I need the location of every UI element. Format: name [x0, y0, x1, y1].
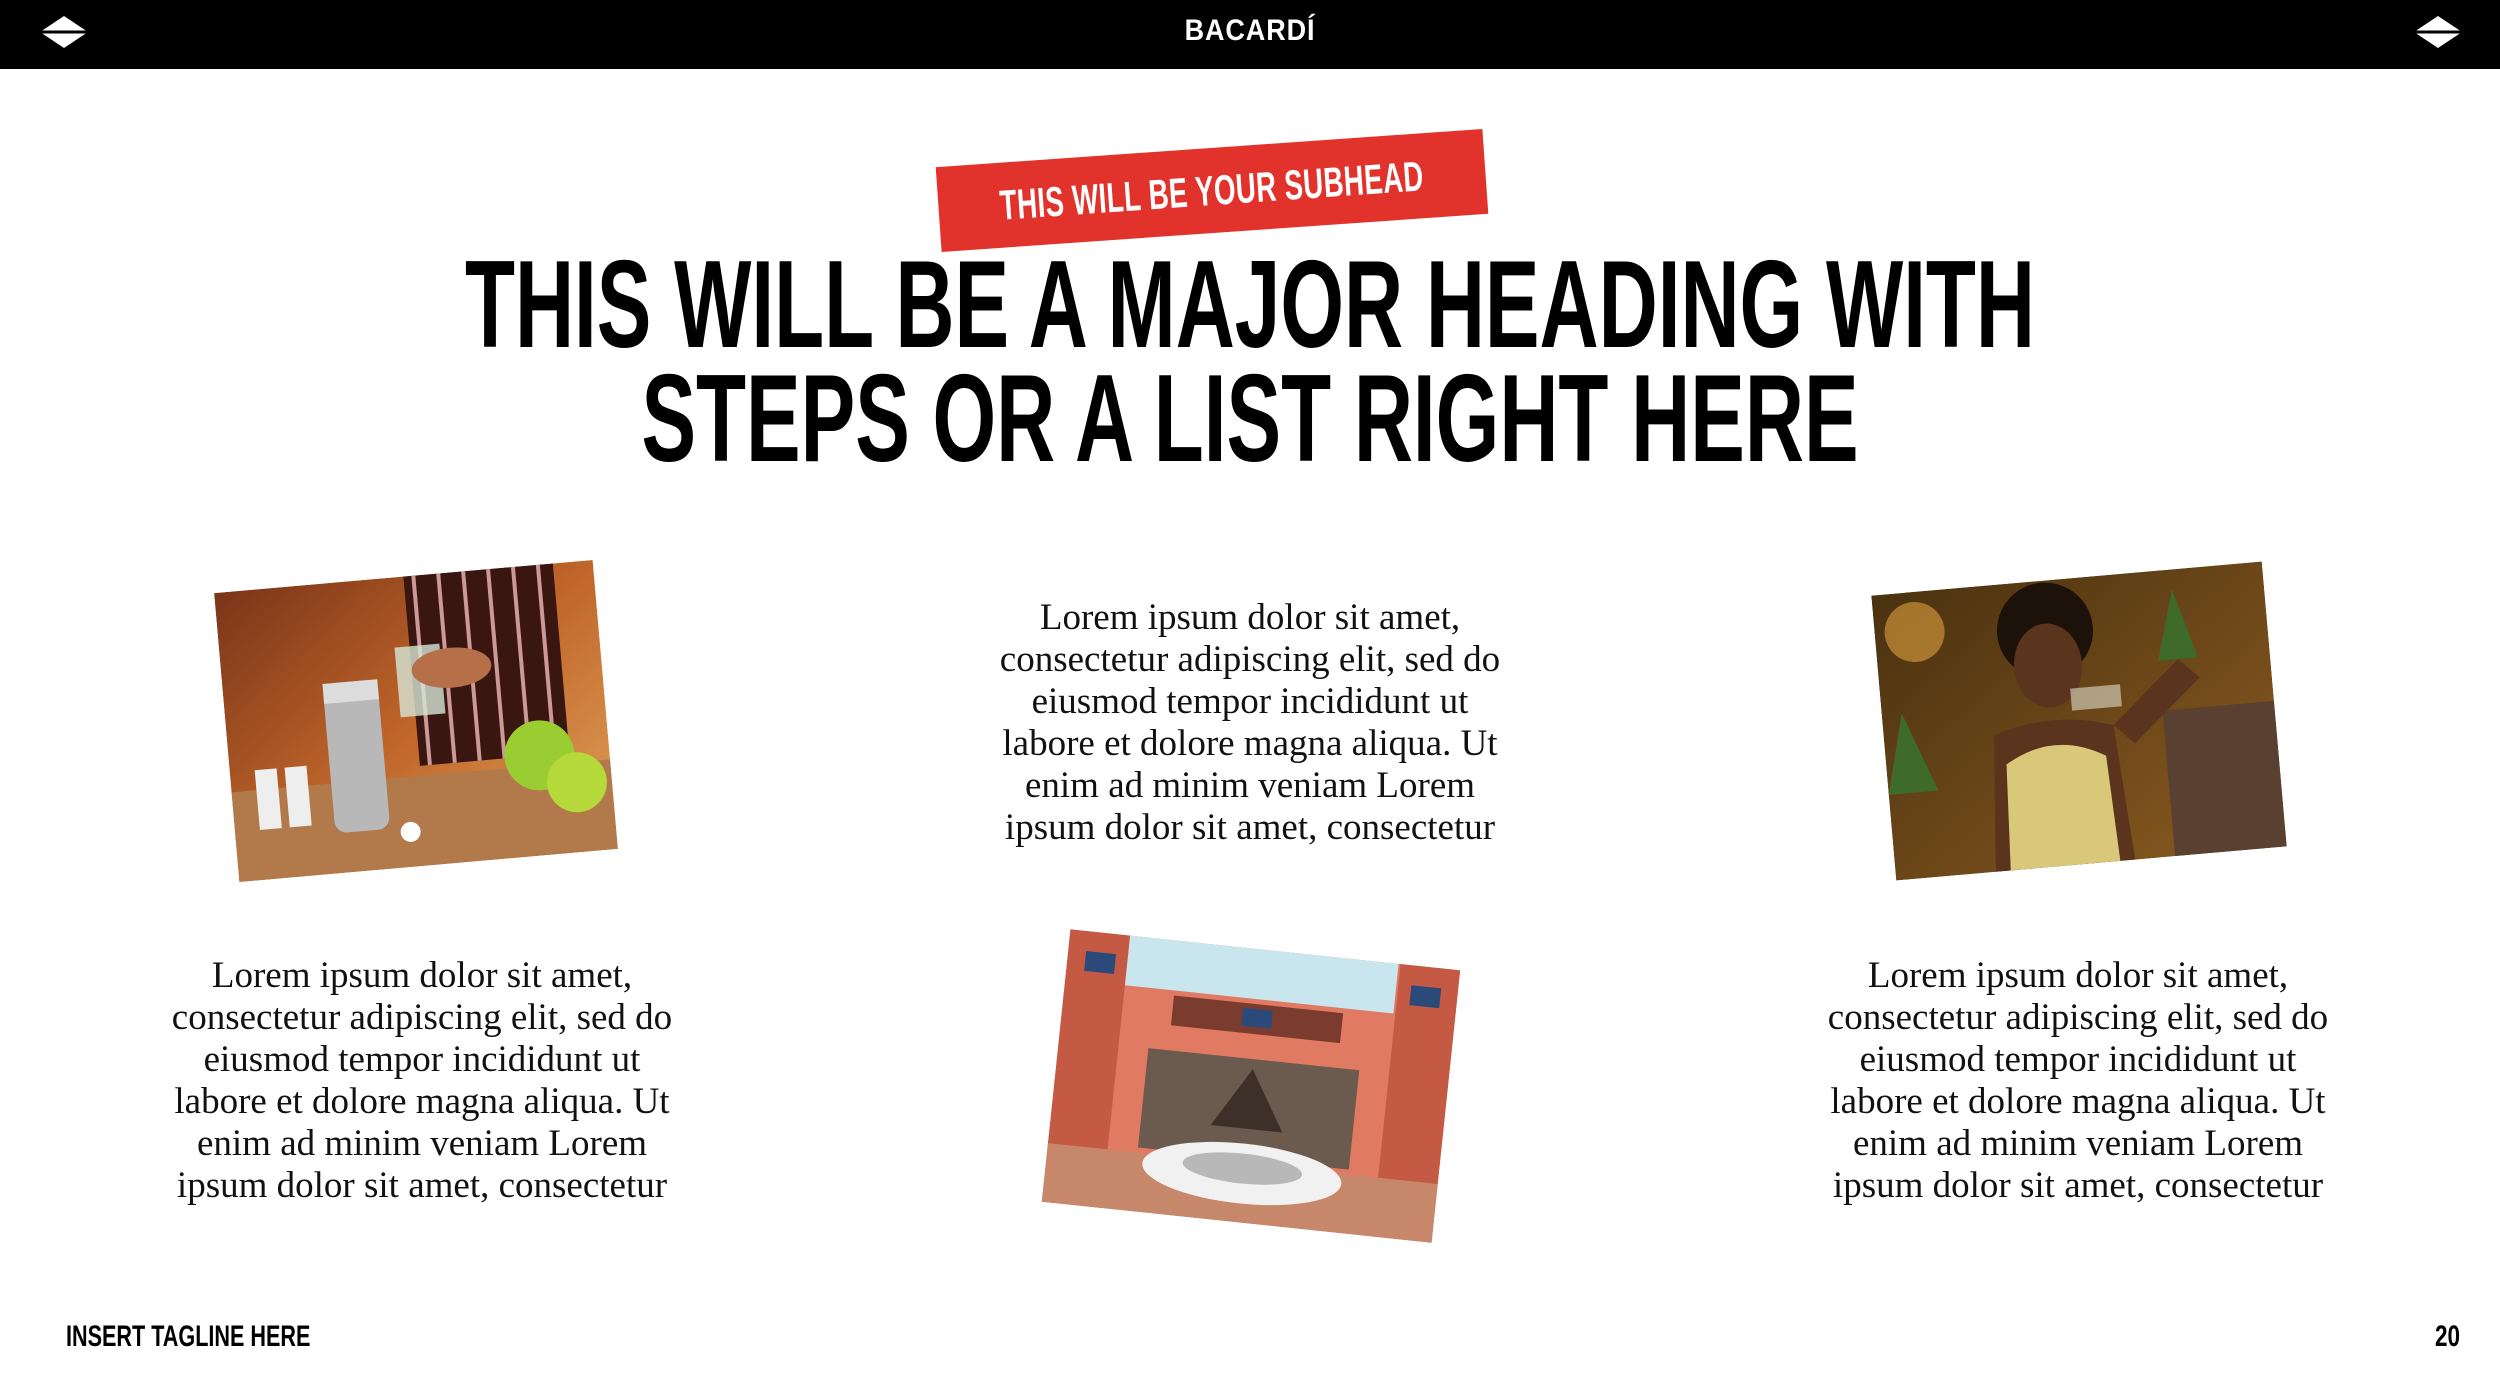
top-bar — [0, 0, 2500, 69]
diamond-icon — [40, 14, 88, 50]
major-heading — [0, 236, 2500, 488]
text-line: ipsum dolor sit amet, consectetur — [1004, 807, 1496, 848]
heading-line-1: THIS WILL BE A MAJOR HEADING WITH — [464, 236, 2036, 374]
text-line: enim ad minim veniam Lorem — [196, 1123, 648, 1164]
text-line: labore et dolore magna aliqua. Ut — [1830, 1081, 2326, 1122]
text-line: Lorem ipsum dolor sit amet, — [211, 955, 633, 996]
portrait-photo — [1871, 561, 2286, 880]
text-line: consectetur adipiscing elit, sed do — [171, 997, 673, 1038]
text-line: consectetur adipiscing elit, sed do — [999, 639, 1501, 680]
text-line: labore et dolore magna aliqua. Ut — [174, 1081, 670, 1122]
brand-logo: BACARDÍ — [1184, 14, 1316, 47]
text-line: Lorem ipsum dolor sit amet, — [1039, 597, 1461, 638]
diamond-icon — [2414, 14, 2462, 50]
footer-tagline: INSERT TAGLINE HERE — [66, 1320, 311, 1353]
courtyard-photo — [1042, 929, 1460, 1242]
text-line: eiusmod tempor incididunt ut — [203, 1039, 641, 1080]
text-line: consectetur adipiscing elit, sed do — [1827, 997, 2329, 1038]
text-line: eiusmod tempor incididunt ut — [1031, 681, 1469, 722]
text-line: eiusmod tempor incididunt ut — [1859, 1039, 2297, 1080]
subhead-banner — [936, 129, 1489, 252]
text-line: labore et dolore magna aliqua. Ut — [1002, 723, 1498, 764]
text-block-left — [122, 955, 722, 1207]
subhead-text: THIS WILL BE YOUR SUBHEAD — [998, 151, 1426, 229]
bartender-photo — [214, 560, 618, 882]
text-line: enim ad minim veniam Lorem — [1024, 765, 1476, 806]
text-block-center — [950, 597, 1550, 849]
text-line: ipsum dolor sit amet, consectetur — [176, 1165, 668, 1206]
page-number: 20 — [2434, 1320, 2460, 1353]
text-block-right — [1778, 955, 2378, 1207]
heading-line-2: STEPS OR A LIST RIGHT HERE — [641, 350, 1859, 488]
text-line: enim ad minim veniam Lorem — [1852, 1123, 2304, 1164]
text-line: Lorem ipsum dolor sit amet, — [1867, 955, 2289, 996]
text-line: ipsum dolor sit amet, consectetur — [1832, 1165, 2324, 1206]
